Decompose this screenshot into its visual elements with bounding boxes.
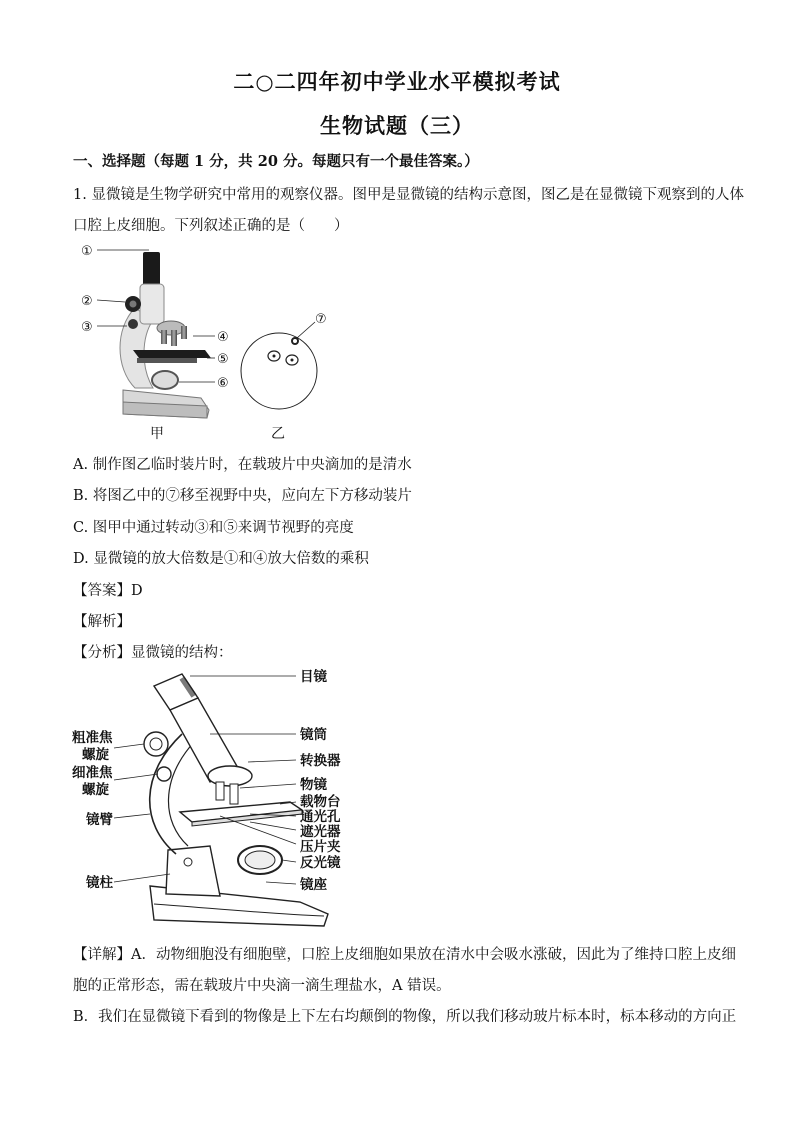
question-stem-line1: 1. 显微镜是生物学研究中常用的观察仪器。图甲是显微镜的结构示意图，图乙是在显微镜下观察到的人体 [73, 187, 744, 203]
page-title: 二○二四年初中学业水平模拟考试 [233, 69, 561, 94]
label-nosepiece: 转换器 [300, 753, 341, 769]
marker-4: ④ [217, 330, 229, 345]
answer-value: D [131, 583, 143, 599]
detail-line2: 胞的正常形态，需在载玻片中央滴一滴生理盐水，A 错误。 [73, 978, 451, 994]
detail-line3: B．我们在显微镜下看到的物像是上下左右均颠倒的物像，所以我们移动玻片标本时，标本移动的方向正 [73, 1009, 737, 1025]
analysis-tag: 【解析】 [73, 614, 131, 630]
marker-2: ② [81, 294, 93, 309]
label-arm: 镜臂 [86, 812, 113, 828]
marker-7: ⑦ [315, 312, 327, 327]
section-heading: 一、选择题（每题 1 分，共 20 分。每题只有一个最佳答案。） [73, 153, 479, 170]
marker-1: ① [81, 244, 93, 259]
label-fine-2: 螺旋 [82, 782, 109, 798]
option-c: C. 图甲中通过转动③和⑤来调节视野的亮度 [73, 520, 354, 536]
marker-6: ⑥ [217, 376, 229, 391]
marker-5: ⑤ [217, 352, 229, 367]
detail-text1: A．动物细胞没有细胞壁，口腔上皮细胞如果放在清水中会吸水涨破，因此为了维持口腔上皮细 [131, 947, 736, 963]
marker-3: ③ [81, 320, 93, 335]
label-coarse-1: 粗准焦 [72, 730, 113, 746]
detail-tag: 【详解】 [73, 947, 131, 963]
caption-yi: 乙 [271, 426, 285, 442]
label-mirror: 反光镜 [300, 855, 341, 871]
label-tube: 镜筒 [300, 727, 327, 743]
microscope-structure-diagram [70, 664, 370, 928]
option-a: A. 制作图乙临时装片时，在载玻片中央滴加的是清水 [73, 457, 412, 473]
label-eyepiece: 目镜 [300, 669, 327, 685]
answer-tag: 【答案】 [73, 583, 131, 599]
answer-line [73, 579, 143, 600]
analysis-intro-text: 显微镜的结构： [131, 645, 233, 661]
label-coarse-2: 螺旋 [82, 747, 109, 763]
label-aperture: 通光孔 [300, 809, 341, 825]
caption-jia: 甲 [150, 426, 164, 442]
analysis-intro-tag: 【分析】 [73, 645, 131, 661]
question-stem-line2: 口腔上皮细胞。下列叙述正确的是（ ） [73, 218, 349, 234]
label-diaphragm: 遮光器 [300, 824, 341, 840]
analysis-intro [73, 641, 233, 662]
label-clip: 压片夹 [300, 839, 341, 855]
label-stage: 载物台 [300, 794, 341, 810]
detail-line1 [73, 943, 736, 964]
label-objective: 物镜 [300, 777, 327, 793]
option-b: B. 将图乙中的⑦移至视野中央，应向左下方移动装片 [73, 488, 412, 504]
option-d: D. 显微镜的放大倍数是①和④放大倍数的乘积 [73, 551, 369, 567]
label-pillar: 镜柱 [86, 875, 113, 891]
label-base: 镜座 [300, 877, 327, 893]
microscope-figure [75, 238, 345, 444]
label-fine-1: 细准焦 [72, 765, 113, 781]
page-subtitle: 生物试题（三） [320, 113, 474, 138]
